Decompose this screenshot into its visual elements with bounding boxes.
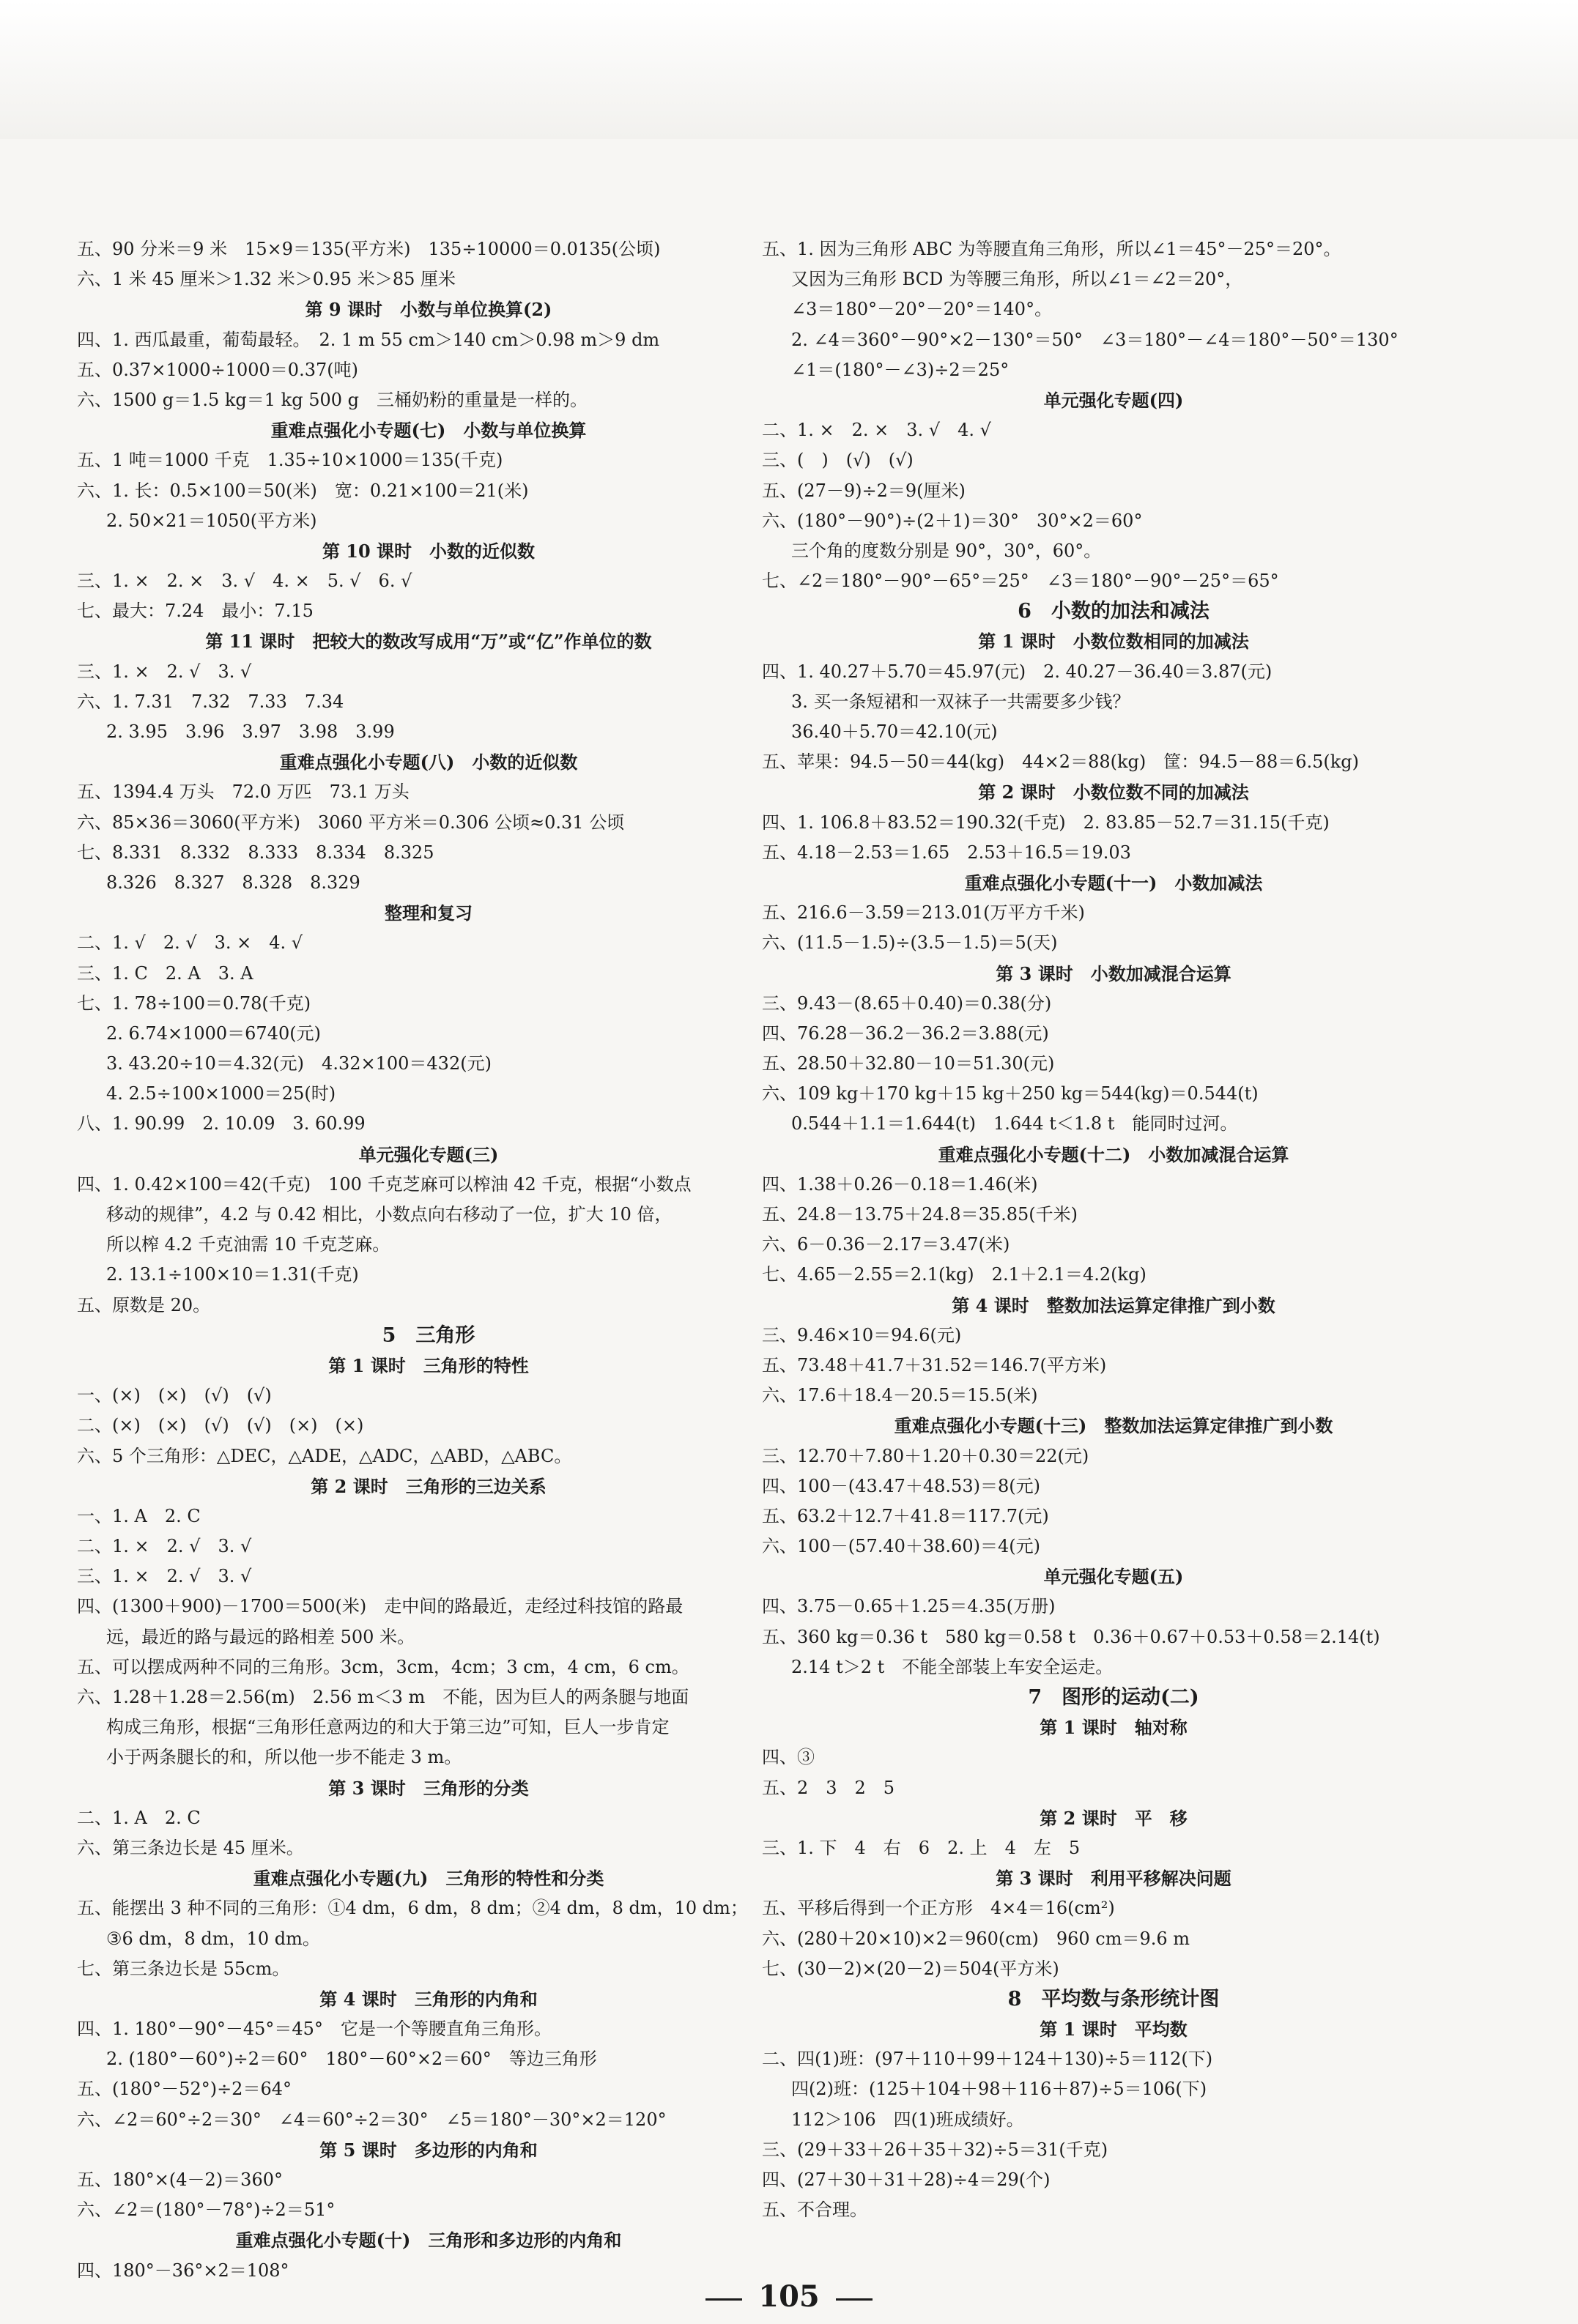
answer-line: 六、17.6＋18.4－20.5＝15.5(米) bbox=[762, 1385, 1038, 1406]
answer-line: 五、1 吨＝1000 千克 1.35÷10×1000＝135(千克) bbox=[77, 450, 503, 471]
answer-line: 三、9.43－(8.65＋0.40)＝0.38(分) bbox=[762, 992, 1052, 1014]
answer-line: 六、(180°－90°)÷(2＋1)＝30° 30°×2＝60° bbox=[762, 510, 1143, 531]
answer-line: 五、216.6－3.59＝213.01(万平方千米) bbox=[762, 902, 1085, 924]
section-heading: 重难点强化小专题(十三) 整数加法运算定律推广到小数 bbox=[894, 1415, 1333, 1437]
answer-line: 七、1. 78÷100＝0.78(千克) bbox=[77, 992, 311, 1014]
section-heading: 重难点强化小专题(七) 小数与单位换算 bbox=[270, 420, 587, 442]
answer-line: 六、109 kg＋170 kg＋15 kg＋250 kg＝544(kg)＝0.544(t) bbox=[762, 1083, 1259, 1105]
answer-line: 四、③ bbox=[762, 1747, 815, 1768]
answer-line: 六、1.28＋1.28＝2.56(m) 2.56 m＜3 m 不能，因为巨人的两条腿与地面 bbox=[77, 1687, 689, 1707]
answer-line: 2. 50×21＝1050(平方米) bbox=[106, 510, 317, 531]
answer-line: 六、1. 7.31 7.32 7.33 7.34 bbox=[77, 691, 344, 712]
answer-line: 四、1. 0.42×100＝42(千克) 100 千克芝麻可以榨油 42 千克，根据“小数点 bbox=[77, 1173, 692, 1195]
answer-line: 四、1.38＋0.26－0.18＝1.46(米) bbox=[762, 1173, 1038, 1195]
answer-line: 五、90 分米＝9 米 15×9＝135(平方米) 135÷10000＝0.0135(公顷) bbox=[77, 239, 661, 259]
answer-line: 五、不合理。 bbox=[762, 2199, 867, 2221]
answer-line: 一、1. A 2. C bbox=[77, 1505, 201, 1526]
answer-line: 3. 买一条短裙和一双袜子一共需要多少钱？ bbox=[791, 691, 1130, 712]
answer-line: ③6 dm，8 dm，10 dm。 bbox=[106, 1928, 320, 1949]
section-heading: 单元强化专题(四) bbox=[1043, 389, 1184, 411]
answer-line: 三、1. 下 4 右 6 2. 上 4 左 5 bbox=[762, 1837, 1081, 1858]
answer-line: 五、可以摆成两种不同的三角形。3cm，3cm，4cm；3 cm，4 cm，6 cm。 bbox=[77, 1656, 689, 1677]
section-heading: 第 1 课时 轴对称 bbox=[1040, 1717, 1188, 1739]
answer-line: 五、(27－9)÷2＝9(厘米) bbox=[762, 480, 966, 501]
answer-line: 五、1394.4 万头 72.0 万匹 73.1 万头 bbox=[77, 782, 410, 803]
answer-line: 2. 6.74×1000＝6740(元) bbox=[106, 1022, 321, 1044]
answer-line: 六、100－(57.40＋38.60)＝4(元) bbox=[762, 1536, 1040, 1557]
answer-line: 七、最大：7.24 最小：7.15 bbox=[77, 601, 314, 622]
answer-line: 远，最近的路与最远的路相差 500 米。 bbox=[106, 1626, 415, 1647]
answer-line: 五、0.37×1000÷1000＝0.37(吨) bbox=[77, 359, 358, 380]
answer-line: 五、360 kg＝0.36 t 580 kg＝0.58 t 0.36＋0.67＋0.53＋0.58＝2.14(t) bbox=[762, 1626, 1380, 1647]
section-heading: 第 11 课时 把较大的数改写成用“万”或“亿”作单位的数 bbox=[205, 631, 652, 653]
section-heading: 第 2 课时 平 移 bbox=[1040, 1807, 1188, 1829]
answer-line: 六、1500 g＝1.5 kg＝1 kg 500 g 三桶奶粉的重量是一样的。 bbox=[77, 389, 588, 410]
answer-line: 二、1. × 2. × 3. √ 4. √ bbox=[762, 420, 991, 441]
chapter-heading: 5 三角形 bbox=[382, 1324, 475, 1347]
section-heading: 重难点强化小专题(十) 三角形和多边形的内角和 bbox=[235, 2230, 622, 2251]
section-heading: 第 1 课时 平均数 bbox=[1040, 2019, 1188, 2041]
answer-line: 五、能摆出 3 种不同的三角形：①4 dm，6 dm，8 dm；②4 dm，8 dm，10 dm； bbox=[77, 1898, 748, 1919]
answer-line: 三、1. C 2. A 3. A bbox=[77, 962, 253, 984]
section-heading: 第 3 课时 三角形的分类 bbox=[328, 1777, 529, 1799]
answer-line: 2.14 t＞2 t 不能全部装上车安全运走。 bbox=[791, 1656, 1114, 1677]
section-heading: 第 3 课时 利用平移解决问题 bbox=[996, 1868, 1231, 1890]
section-heading: 重难点强化小专题(九) 三角形的特性和分类 bbox=[253, 1868, 604, 1890]
answer-line: ∠1＝(180°－∠3)÷2＝25° bbox=[791, 359, 1010, 380]
answer-line: 八、1. 90.99 2. 10.09 3. 60.99 bbox=[77, 1113, 366, 1135]
answer-line: 四、76.28－36.2－36.2＝3.88(元) bbox=[762, 1022, 1049, 1044]
answer-line: 三、( ) (√) (√) bbox=[762, 450, 914, 471]
chapter-heading: 8 平均数与条形统计图 bbox=[1007, 1987, 1220, 2011]
right-answer-column bbox=[762, 234, 1465, 2225]
answer-line: 七、第三条边长是 55cm。 bbox=[77, 1958, 290, 1979]
answer-line: 112＞106 四(1)班成绩好。 bbox=[791, 2109, 1024, 2130]
answer-line: 五、苹果：94.5－50＝44(kg) 44×2＝88(kg) 筐：94.5－88＝6.5(kg) bbox=[762, 751, 1360, 773]
answer-line: 五、4.18－2.53＝1.65 2.53＋16.5＝19.03 bbox=[762, 842, 1131, 863]
chapter-heading: 6 小数的加法和减法 bbox=[1018, 600, 1210, 623]
answer-line: 六、1. 长：0.5×100＝50(米) 宽：0.21×100＝21(米) bbox=[77, 480, 529, 501]
page-number-dash-left bbox=[705, 2298, 742, 2301]
answer-line: 五、73.48＋41.7＋31.52＝146.7(平方米) bbox=[762, 1354, 1107, 1376]
section-heading: 第 2 课时 小数位数不同的加减法 bbox=[978, 782, 1249, 803]
answer-line: ∠3＝180°－20°－20°＝140°。 bbox=[791, 299, 1053, 320]
answer-line: 三、9.46×10＝94.6(元) bbox=[762, 1324, 962, 1345]
answer-line: 三、12.70＋7.80＋1.20＋0.30＝22(元) bbox=[762, 1445, 1089, 1466]
answer-line: 一、(×) (×) (√) (√) bbox=[77, 1385, 272, 1406]
section-heading: 重难点强化小专题(十一) 小数加减法 bbox=[964, 872, 1263, 894]
answer-line: 三、1. × 2. × 3. √ 4. × 5. √ 6. √ bbox=[77, 571, 412, 592]
answer-line: 七、∠2＝180°－90°－65°＝25° ∠3＝180°－90°－25°＝65° bbox=[762, 571, 1279, 592]
answer-line: 七、4.65－2.55＝2.1(kg) 2.1＋2.1＝4.2(kg) bbox=[762, 1264, 1147, 1285]
answer-line: 七、(30－2)×(20－2)＝504(平方米) bbox=[762, 1958, 1059, 1979]
section-heading: 第 2 课时 三角形的三边关系 bbox=[311, 1475, 547, 1497]
answer-line: 二、1. × 2. √ 3. √ bbox=[77, 1536, 252, 1557]
section-heading: 第 4 课时 三角形的内角和 bbox=[319, 1988, 538, 2010]
answer-line: 五、原数是 20。 bbox=[77, 1294, 211, 1315]
scan-header-band bbox=[0, 0, 1578, 139]
answer-line: 六、(11.5－1.5)÷(3.5－1.5)＝5(天) bbox=[762, 932, 1058, 954]
answer-line: 四、180°－36°×2＝108° bbox=[77, 2260, 289, 2281]
section-heading: 第 5 课时 多边形的内角和 bbox=[319, 2139, 538, 2161]
answer-line: 二、1. √ 2. √ 3. × 4. √ bbox=[77, 932, 303, 954]
section-heading: 第 1 课时 三角形的特性 bbox=[328, 1354, 529, 1376]
page-number-dash-right bbox=[836, 2298, 873, 2301]
answer-line: 三、1. × 2. √ 3. √ bbox=[77, 661, 252, 682]
answer-line: 五、平移后得到一个正方形 4×4＝16(cm²) bbox=[762, 1898, 1115, 1919]
section-heading: 重难点强化小专题(八) 小数的近似数 bbox=[279, 751, 578, 773]
answer-line: 五、180°×(4－2)＝360° bbox=[77, 2169, 283, 2190]
answer-line: 二、四(1)班：(97＋110＋99＋124＋130)÷5＝112(下) bbox=[762, 2049, 1213, 2070]
answer-line: 五、28.50＋32.80－10＝51.30(元) bbox=[762, 1053, 1055, 1074]
section-heading: 单元强化专题(五) bbox=[1043, 1566, 1184, 1588]
answer-line: 四、(1300＋900)－1700＝500(米) 走中间的路最近，走经过科技馆的路最 bbox=[77, 1596, 684, 1617]
answer-line: 五、63.2＋12.7＋41.8＝117.7(元) bbox=[762, 1505, 1049, 1526]
answer-line: 三、1. × 2. √ 3. √ bbox=[77, 1566, 252, 1587]
section-heading: 第 4 课时 整数加法运算定律推广到小数 bbox=[952, 1294, 1275, 1316]
answer-line: 0.544＋1.1＝1.644(t) 1.644 t＜1.8 t 能同时过河。 bbox=[791, 1113, 1238, 1135]
answer-line: 六、∠2＝(180°－78°)÷2＝51° bbox=[77, 2199, 336, 2221]
answer-line: 四、(27＋30＋31＋28)÷4＝29(个) bbox=[762, 2169, 1051, 2190]
answer-line: 六、∠2＝60°÷2＝30° ∠4＝60°÷2＝30° ∠5＝180°－30°×2＝120° bbox=[77, 2109, 667, 2130]
answer-line: 二、(×) (×) (√) (√) (×) (×) bbox=[77, 1415, 364, 1436]
answer-line: 构成三角形，根据“三角形任意两边的和大于第三边”可知，巨人一步肯定 bbox=[106, 1717, 670, 1738]
answer-line: 六、第三条边长是 45 厘米。 bbox=[77, 1837, 304, 1858]
answer-line: 六、(280＋20×10)×2＝960(cm) 960 cm＝9.6 m bbox=[762, 1928, 1190, 1949]
answer-line: 五、24.8－13.75＋24.8＝35.85(千米) bbox=[762, 1204, 1078, 1225]
answer-line: 六、6－0.36－2.17＝3.47(米) bbox=[762, 1234, 1010, 1255]
answer-line: 3. 43.20÷10＝4.32(元) 4.32×100＝432(元) bbox=[106, 1053, 492, 1074]
section-heading: 第 1 课时 小数位数相同的加减法 bbox=[978, 631, 1249, 653]
left-answer-column bbox=[77, 234, 780, 2286]
answer-line: 五、(180°－52°)÷2＝64° bbox=[77, 2079, 292, 2100]
section-heading: 第 3 课时 小数加减混合运算 bbox=[996, 962, 1231, 984]
answer-line: 移动的规律”，4.2 与 0.42 相比，小数点向右移动了一位，扩大 10 倍， bbox=[106, 1204, 673, 1225]
answer-line: 2. (180°－60°)÷2＝60° 180°－60°×2＝60° 等边三角形 bbox=[106, 2049, 597, 2070]
answer-line: 所以榨 4.2 千克油需 10 千克芝麻。 bbox=[106, 1234, 390, 1255]
answer-line: 2. ∠4＝360°－90°×2－130°＝50° ∠3＝180°－∠4＝180°－50°＝130° bbox=[791, 329, 1399, 350]
answer-line: 2. 3.95 3.96 3.97 3.98 3.99 bbox=[106, 721, 395, 742]
answer-line: 四、1. 40.27＋5.70＝45.97(元) 2. 40.27－36.40＝3.87(元) bbox=[762, 661, 1273, 682]
answer-line: 三个角的度数分别是 90°，30°，60°。 bbox=[791, 540, 1102, 561]
page-number-value: 105 bbox=[758, 2279, 820, 2314]
answer-line: 四、1. 180°－90°－45°＝45° 它是一个等腰直角三角形。 bbox=[77, 2019, 552, 2040]
answer-line: 8.326 8.327 8.328 8.329 bbox=[106, 872, 360, 893]
answer-line: 四、3.75－0.65＋1.25＝4.35(万册) bbox=[762, 1596, 1056, 1617]
answer-line: 四、100－(43.47＋48.53)＝8(元) bbox=[762, 1475, 1040, 1496]
section-heading: 重难点强化小专题(十二) 小数加减混合运算 bbox=[938, 1143, 1289, 1165]
answer-line: 四、1. 106.8＋83.52＝190.32(千克) 2. 83.85－52.7＝31.15(千克) bbox=[762, 812, 1330, 833]
answer-line: 六、5 个三角形：△DEC，△ADE，△ADC，△ABD，△ABC。 bbox=[77, 1445, 572, 1466]
answer-line: 五、1. 因为三角形 ABC 为等腰直角三角形，所以∠1＝45°－25°＝20°。 bbox=[762, 239, 1341, 259]
page-number bbox=[0, 2279, 1578, 2314]
answer-line: 四、1. 西瓜最重，葡萄最轻。 2. 1 m 55 cm＞140 cm＞0.98 m＞9 dm bbox=[77, 329, 660, 350]
answer-line: 4. 2.5÷100×1000＝25(时) bbox=[106, 1083, 336, 1105]
answer-line: 36.40＋5.70＝42.10(元) bbox=[791, 721, 998, 742]
answer-line: 六、85×36＝3060(平方米) 3060 平方米＝0.306 公顷≈0.31 公顷 bbox=[77, 812, 625, 833]
section-heading: 单元强化专题(三) bbox=[358, 1143, 499, 1165]
section-heading: 整理和复习 bbox=[385, 902, 473, 924]
answer-line: 又因为三角形 BCD 为等腰三角形，所以∠1＝∠2＝20°， bbox=[791, 269, 1243, 290]
answer-line: 2. 13.1÷100×10＝1.31(千克) bbox=[106, 1264, 359, 1285]
answer-line: 二、1. A 2. C bbox=[77, 1807, 201, 1828]
answer-line: 五、2 3 2 5 bbox=[762, 1777, 895, 1798]
chapter-heading: 7 图形的运动(二) bbox=[1028, 1686, 1199, 1709]
answer-line: 三、(29＋33＋26＋35＋32)÷5＝31(千克) bbox=[762, 2139, 1108, 2160]
answer-line: 七、8.331 8.332 8.333 8.334 8.325 bbox=[77, 842, 434, 863]
answer-line: 小于两条腿长的和，所以他一步不能走 3 m。 bbox=[106, 1747, 462, 1768]
section-heading: 第 10 课时 小数的近似数 bbox=[322, 540, 536, 562]
answer-line: 四(2)班：(125＋104＋98＋116＋87)÷5＝106(下) bbox=[791, 2079, 1207, 2100]
answer-line: 六、1 米 45 厘米＞1.32 米＞0.95 米＞85 厘米 bbox=[77, 269, 456, 290]
section-heading: 第 9 课时 小数与单位换算(2) bbox=[305, 299, 552, 321]
